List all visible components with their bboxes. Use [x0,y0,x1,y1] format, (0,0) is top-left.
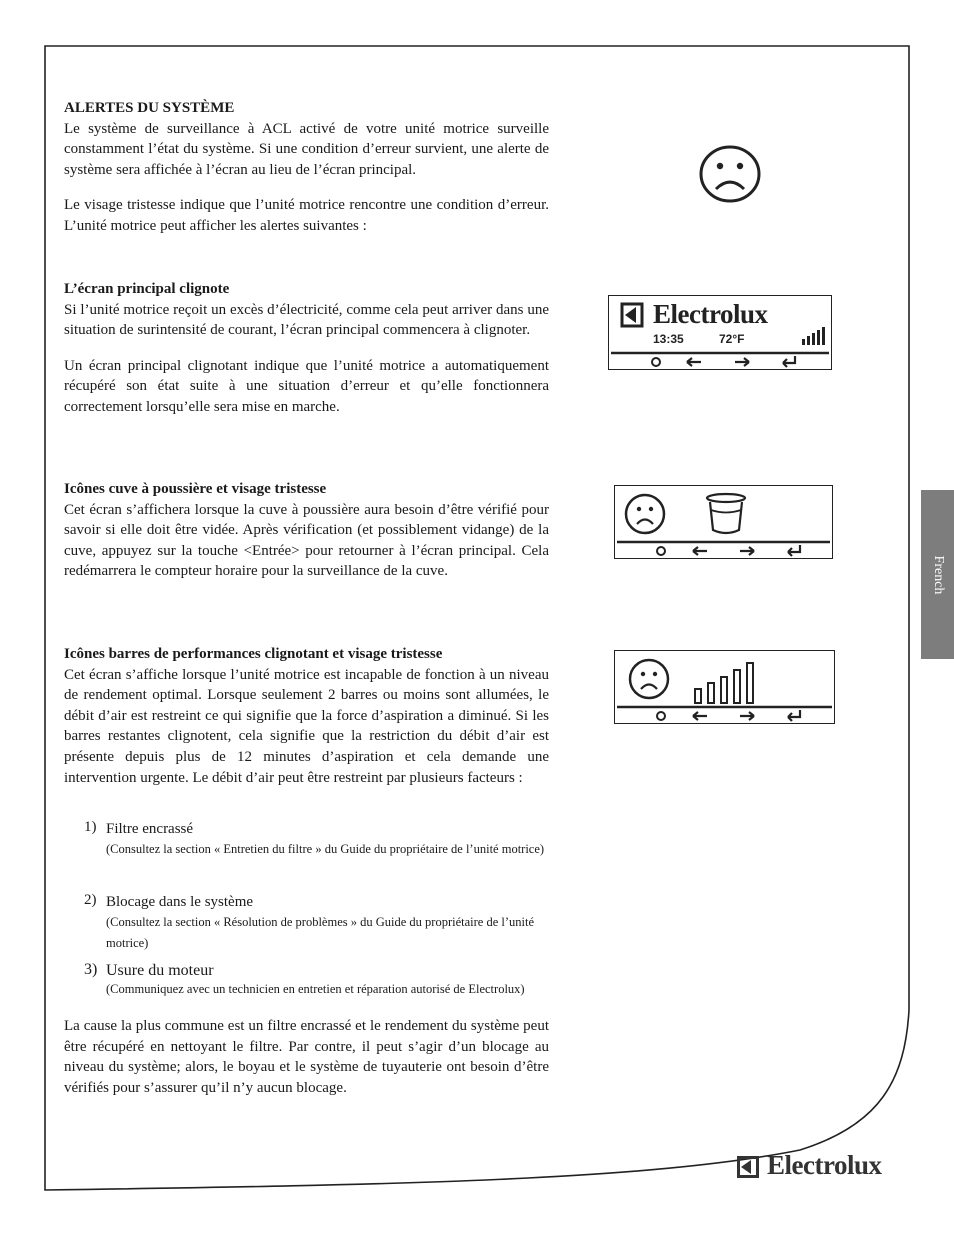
footer-brand: Electrolux [767,1150,882,1180]
language-tab-label: French [930,555,946,594]
closing-paragraph: La cause la plus commune est un filtre encrassé et le rendement du système peut être récupéré en nettoyant le filtre. Par contre, il peut s’agir d’un blocage au niveau du système; alors, le boyau et le système de tuyauterie ont besoin d’être vérifiés pour s’assurer qu’il n’y aucun blocage. [64,1018,549,1096]
system-alerts-title: ALERTES DU SYSTÈME [64,100,235,116]
main-screen-temperature: 72°F [719,332,745,346]
power-icon [652,358,660,366]
electrolux-logo-mark [737,1156,759,1178]
dust-cup-icon [707,494,745,533]
performance-bars-title: Icônes barres de performances clignotant et visage tristesse [64,646,443,662]
dust-cup-section [64,479,549,582]
left-arrow-icon [693,712,707,720]
signal-bars-icon [802,327,825,345]
list-item-number: 3) [84,961,98,978]
flashing-screen-paragraph-2: Un écran principal clignotant indique que l’unité motrice a automatiquement récupéré son état suite à une situation d’erreur et qu’elle fonctionnera correctement lorsqu’elle sera mise en marche. [64,357,549,415]
power-icon [657,547,665,555]
list-item [84,961,554,997]
list-item-note: (Communiquez avec un technicien en entretien et réparation autorisé de Electrolux) [106,982,525,996]
system-alerts-section [64,98,549,237]
performance-bars-paragraph: Cet écran s’affiche lorsque l’unité motrice est incapable de fonction à un niveau de rendement optimal. Lorsque seulement 2 barres ou moins sont allumées, le débit d’air est restreint ce qui signifie que la force d’aspiration a diminué. Si les barres restantes clignotent, cela signifie que la restriction du débit d’air est présente depuis plus de 12 minutes d’aspiration et cela demande une intervention urgente. Le débit d’air peut être restreint par plusieurs facteurs : [64,666,549,786]
flashing-screen-paragraph-1: Si l’unité motrice reçoit un excès d’électricité, comme cela peut arriver dans une situation de surintensité de courant, l’écran principal commencera à clignoter. [64,301,549,339]
footer-logo [737,1151,912,1183]
left-arrow-icon [693,547,707,555]
list-item-title: Filtre encrassé [106,821,194,837]
enter-icon [788,545,800,556]
dust-cup-paragraph: Cet écran s’affichera lorsque la cuve à poussière aura besoin d’être vérifié pour savoir si elle doit être vidée. Après vérification (et possiblement vidange) de la cuve, appuyez sur la touche <Entrée> pour retourner à l’écran principal. Cela redémarrera le compteur horaire pour la surveillance de la cuve. [64,501,549,580]
flashing-screen-title: L’écran principal clignote [64,281,230,297]
main-screen-time: 13:35 [653,332,684,346]
performance-screen-display [614,650,835,724]
dust-cup-screen-display [614,485,833,559]
main-screen-display [608,295,832,370]
list-item-number: 2) [84,892,97,908]
system-alerts-paragraph-2: Le visage tristesse indique que l’unité motrice rencontre une condition d’erreur. L’unité motrice peut afficher les alertes suivantes : [64,197,549,234]
dust-cup-title: Icônes cuve à poussière et visage tristesse [64,481,327,497]
list-item [84,892,554,958]
performance-bars-section [64,644,549,788]
language-tab [921,490,954,659]
enter-icon [783,356,795,367]
system-alerts-paragraph-1: Le système de surveillance à ACL activé de votre unité motrice surveille constamment l’état du système. Si une condition d’erreur survient, une alerte de système sera affichée à l’écran au lieu de l’écran principal. [64,120,549,178]
cause-list [84,819,554,997]
electrolux-logo-mark [622,304,642,326]
enter-icon [788,710,800,721]
list-item-number: 1) [84,819,97,835]
list-item-title: Usure du moteur [106,962,214,979]
sad-face-icon [626,495,664,533]
list-item-title: Blocage dans le système [106,894,254,910]
left-arrow-icon [687,358,701,366]
main-screen-brand: Electrolux [653,299,768,329]
sad-face-icon [699,145,761,203]
flashing-screen-section [64,279,549,418]
right-arrow-icon [735,358,749,366]
list-item [84,819,554,885]
right-arrow-icon [740,547,754,555]
list-item-note: (Consultez la section « Entretien du filtre » du Guide du propriétaire de l’unité motrice) [106,842,545,856]
power-icon [657,712,665,720]
performance-bars-icon [695,663,753,703]
list-item-note: (Consultez la section « Résolution de problèmes » du Guide du propriétaire de l’unité motrice) [106,915,535,950]
sad-face-icon [630,660,668,698]
right-arrow-icon [740,712,754,720]
